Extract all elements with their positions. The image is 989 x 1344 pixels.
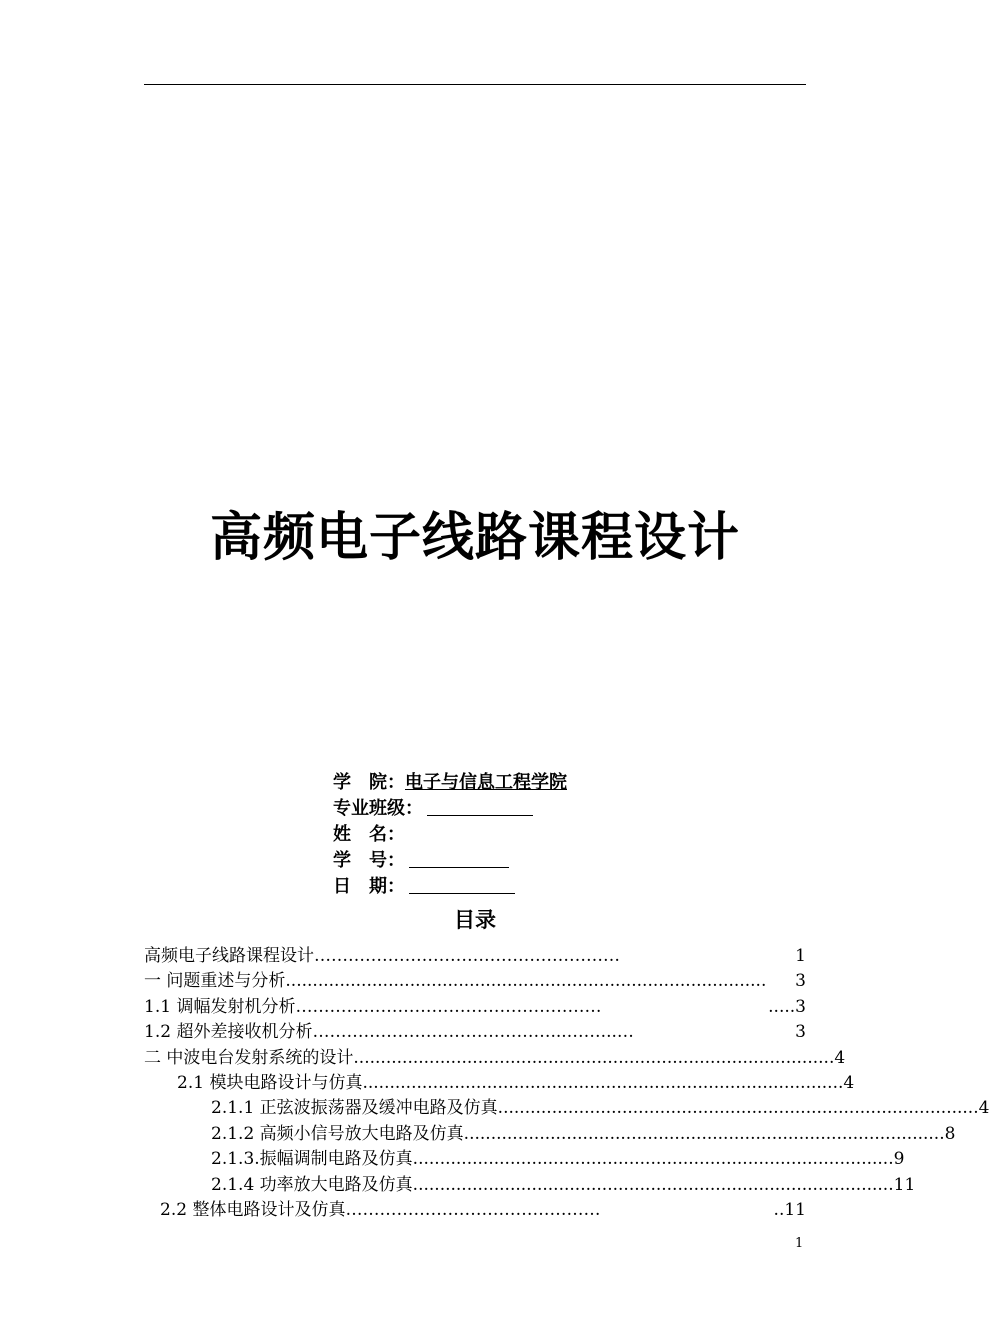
- toc-leader: ………………………………………: [345, 1199, 601, 1220]
- toc-entry-text: 1.1 调幅发射机分析: [144, 996, 296, 1017]
- toc-entry-text: 2.1.4 功率放大电路及仿真: [211, 1174, 413, 1195]
- toc-leader: .........................................................................................: [412, 1149, 894, 1170]
- blank-field-line: [409, 849, 509, 868]
- header-rule: [144, 84, 806, 85]
- toc-entry[interactable]: [144, 1020, 806, 1045]
- toc-entry-text: 2.1.1 正弦波振荡器及缓冲电路及仿真: [211, 1098, 498, 1119]
- toc-entry[interactable]: [144, 1071, 855, 1096]
- toc-leader: ………………………………………………: [295, 996, 602, 1017]
- toc-leader: .........................................................................................: [353, 1047, 835, 1068]
- info-block: [333, 770, 567, 900]
- toc-entry-text: 2.1 模块电路设计与仿真: [177, 1072, 363, 1093]
- info-value: 电子与信息工程学院: [405, 772, 567, 793]
- toc-page-number: 3: [795, 1022, 806, 1043]
- toc-entry[interactable]: [144, 969, 806, 994]
- document-title: 高频电子线路课程设计: [209, 508, 740, 568]
- toc-entry-text: 2.1.3.振幅调制电路及仿真: [211, 1149, 413, 1170]
- info-label: 学 号：: [333, 850, 405, 871]
- toc-leader: .........................................................................................: [463, 1123, 945, 1144]
- toc-entry-text: 2.2 整体电路设计及仿真: [160, 1199, 346, 1220]
- page-number: 1: [795, 1236, 804, 1251]
- info-row: [333, 848, 567, 874]
- toc-entry[interactable]: [144, 1198, 806, 1223]
- toc-leader: .........................................................................................: [412, 1174, 894, 1195]
- toc-entry[interactable]: [144, 1147, 905, 1172]
- toc-page-number: 8: [944, 1123, 956, 1144]
- info-label: 日 期：: [333, 876, 405, 897]
- toc-page-number: 3: [795, 971, 806, 992]
- toc-entry-text: 高频电子线路课程设计: [144, 946, 314, 966]
- info-label: 专业班级：: [333, 798, 423, 819]
- toc-entry[interactable]: [144, 1096, 989, 1121]
- toc-entry-text: 2.1.2 高频小信号放大电路及仿真: [211, 1123, 464, 1144]
- blank-field-line: [409, 875, 515, 894]
- table-of-contents: [144, 944, 989, 1223]
- toc-page-number: 11: [893, 1174, 916, 1195]
- toc-page-number: 4: [834, 1047, 846, 1068]
- toc-leader: .........................................................................................: [362, 1072, 844, 1093]
- info-row: [333, 796, 567, 822]
- toc-leader: .........................................................................................: [497, 1098, 979, 1119]
- info-row: [333, 874, 567, 900]
- toc-entry-text: 二 中波电台发射系统的设计: [144, 1047, 354, 1068]
- toc-entry[interactable]: [144, 1046, 846, 1071]
- info-label: 姓 名：: [333, 824, 405, 845]
- info-label: 学 院：: [333, 772, 405, 793]
- toc-leader: ……………………………………...……...…: [312, 1022, 634, 1043]
- toc-page-number: 4: [843, 1072, 855, 1093]
- blank-field-line: [427, 797, 533, 816]
- toc-entry[interactable]: [144, 995, 806, 1020]
- toc-page-number: 4: [978, 1098, 989, 1119]
- info-row: [333, 822, 567, 848]
- toc-entry-text: 一 问题重述与分析: [144, 971, 286, 992]
- toc-page-number: ..11: [773, 1199, 806, 1220]
- toc-page-number: 1: [795, 946, 806, 966]
- toc-title: 目录: [454, 908, 496, 932]
- toc-page-number: .....3: [768, 996, 806, 1017]
- toc-page-number: 9: [893, 1149, 905, 1170]
- toc-leader: .........................................................................................: [285, 971, 767, 992]
- info-row: [333, 770, 567, 796]
- toc-entry[interactable]: [144, 1173, 916, 1198]
- toc-entry-text: 1.2 超外差接收机分析: [144, 1022, 313, 1043]
- toc-entry[interactable]: [144, 1122, 956, 1147]
- toc-leader: ………………………………………………: [314, 946, 620, 966]
- toc-entry[interactable]: [144, 944, 806, 969]
